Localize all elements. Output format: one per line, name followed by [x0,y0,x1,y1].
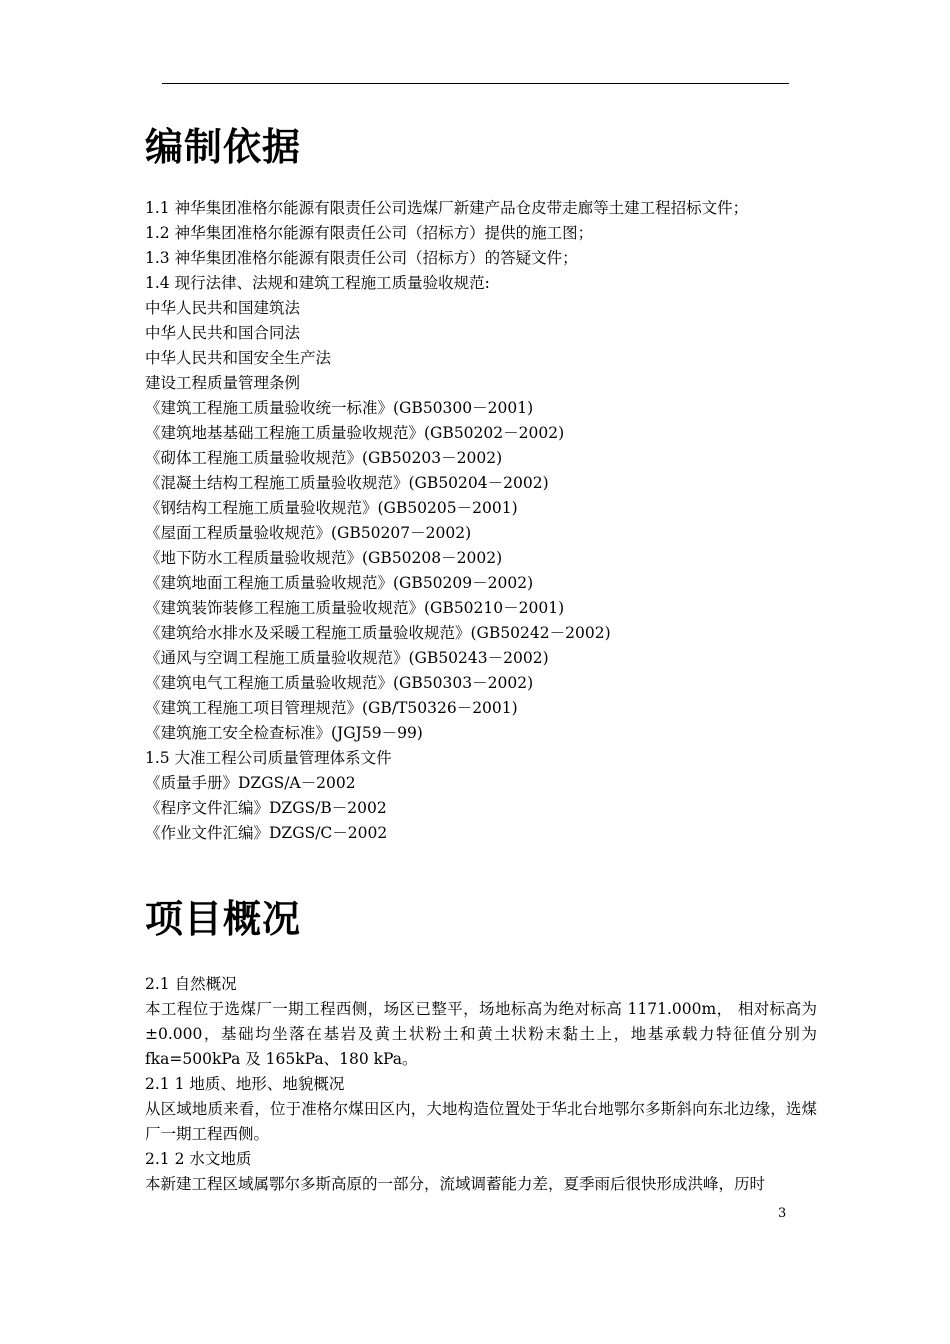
list-item: 1.2 神华集团准格尔能源有限责任公司（招标方）提供的施工图； [145,224,594,242]
list-item: 中华人民共和国合同法 [145,324,301,342]
list-item: 1.1 神华集团准格尔能源有限责任公司选煤厂新建产品仓皮带走廊等土建工程招标文件； [145,199,749,217]
basis-list [145,196,817,846]
list-item: 中华人民共和国建筑法 [145,299,301,317]
list-item: 《砌体工程施工质量验收规范》(GB50203－2002) [145,449,503,467]
list-item: 《混凝土结构工程施工质量验收规范》(GB50204－2002) [145,474,549,492]
header-rule [162,83,789,84]
document-body [145,125,817,1197]
subheading-natural: 2.1 自然概况 [145,975,237,993]
list-item: 《建筑工程施工项目管理规范》(GB/T50326－2001) [145,699,518,717]
section-title-overview: 项目概况 [145,897,302,941]
list-item: 《地下防水工程质量验收规范》(GB50208－2002) [145,549,503,567]
paragraph-geology: 从区域地质来看，位于准格尔煤田区内，大地构造位置处于华北台地鄂尔多斯斜向东北边缘，选煤厂一期工程西侧。 [145,1100,817,1143]
section-title-basis: 编制依据 [145,125,302,169]
list-item: 1.4 现行法律、法规和建筑工程施工质量验收规范: [145,274,490,292]
list-item: 《钢结构工程施工质量验收规范》(GB50205－2001) [145,499,518,517]
list-item: 《建筑施工安全检查标准》(JGJ59－99) [145,724,423,742]
list-item: 1.3 神华集团准格尔能源有限责任公司（招标方）的答疑文件； [145,249,578,267]
list-item: 1.5 大准工程公司质量管理体系文件 [145,749,392,767]
subheading-hydrology: 2.1 2 水文地质 [145,1150,252,1168]
list-item: 建设工程质量管理条例 [145,374,301,392]
list-item: 中华人民共和国安全生产法 [145,349,332,367]
list-item: 《程序文件汇编》DZGS/B－2002 [145,799,387,817]
paragraph-hydrology: 本新建工程区域属鄂尔多斯高原的一部分，流域调蓄能力差，夏季雨后很快形成洪峰，历时 [145,1175,766,1193]
list-item: 《建筑地面工程施工质量验收规范》(GB50209－2002) [145,574,534,592]
list-item: 《建筑工程施工质量验收统一标准》(GB50300－2001) [145,399,534,417]
paragraph-site: 本工程位于选煤厂一期工程西侧，场区已整平，场地标高为绝对标高 1171.000m， 相对标高为±0.000，基础均坐落在基岩及黄土状粉土和黄土状粉末黏土上，地基承载力特征值分别为 fka=500kPa 及 165kPa、180 kPa。 [145,1000,817,1068]
list-item: 《建筑地基基础工程施工质量验收规范》(GB50202－2002) [145,424,565,442]
subheading-geology: 2.1 1 地质、地形、地貌概况 [145,1075,345,1093]
page-number: 3 [778,1206,787,1221]
list-item: 《通风与空调工程施工质量验收规范》(GB50243－2002) [145,649,549,667]
list-item: 《作业文件汇编》DZGS/C－2002 [145,824,388,842]
list-item: 《建筑电气工程施工质量验收规范》(GB50303－2002) [145,674,534,692]
overview-body [145,972,817,1197]
list-item: 《屋面工程质量验收规范》(GB50207－2002) [145,524,472,542]
list-item: 《质量手册》DZGS/A－2002 [145,774,356,792]
list-item: 《建筑给水排水及采暖工程施工质量验收规范》(GB50242－2002) [145,624,611,642]
list-item: 《建筑装饰装修工程施工质量验收规范》(GB50210－2001) [145,599,565,617]
